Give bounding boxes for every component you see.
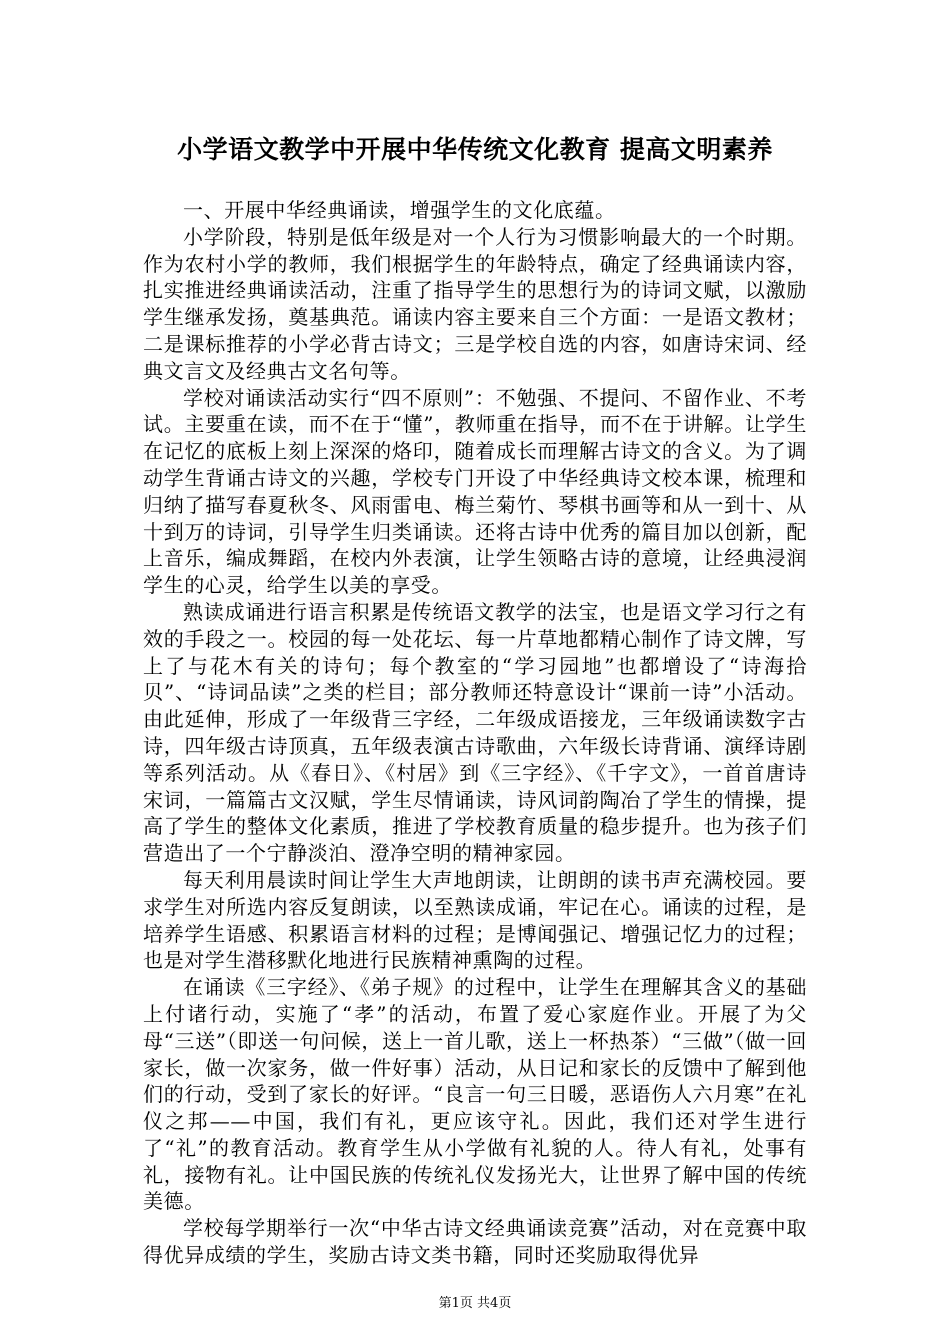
paragraph: 小学阶段，特别是低年级是对一个人行为习惯影响最大的一个时期。作为农村小学的教师，我们根据学生的年龄特点，确定了经典诵读内容，扎实推进经典诵读活动，注重了指导学生的思想行为的诗词文赋，以激励学生继承发扬，奠基典范。诵读内容主要来自三个方面：一是语文教材；二是课标推荐的小学必背古诗文；三是学校自选的内容，如唐诗宋词、经典文言文及经典古文名句等。 bbox=[143, 224, 807, 383]
document-title: 小学语文教学中开展中华传统文化教育 提高文明素养 bbox=[177, 135, 773, 164]
document-body bbox=[143, 197, 807, 1269]
paragraph: 在诵读《三字经》、《弟子规》的过程中，让学生在理解其含义的基础上付诸行动，实施了“孝”的活动，布置了爱心家庭作业。开展了为父母“三送”（即送一句问候，送上一首儿歌，送上一杯热茶）“三做”（做一回家长，做一次家务，做一件好事）活动，从日记和家长的反馈中了解到他们的行动，受到了家长的好评。“良言一句三日暖，恶语伤人六月寒”在礼仪之邦——中国，我们有礼，更应该守礼。因此，我们还对学生进行了“礼”的教育活动。教育学生从小学做有礼貌的人。待人有礼，处事有礼，接物有礼。让中国民族的传统礼仪发扬光大，让世界了解中国的传统美德。 bbox=[143, 975, 807, 1214]
paragraph: 学校对诵读活动实行“四不原则”：不勉强、不提问、不留作业、不考试。主要重在读，而不在于“懂”，教师重在指导，而不在于讲解。让学生在记忆的底板上刻上深深的烙印，随着成长而理解古诗文的含义。为了调动学生背诵古诗文的兴趣，学校专门开设了中华经典诗文校本课，梳理和归纳了描写春夏秋冬、风雨雷电、梅兰菊竹、琴棋书画等和从一到十、从十到万的诗词，引导学生归类诵读。还将古诗中优秀的篇目加以创新，配上音乐，编成舞蹈，在校内外表演，让学生领略古诗的意境，让经典浸润学生的心灵，给学生以美的享受。 bbox=[143, 385, 807, 598]
paragraph: 学校每学期举行一次“中华古诗文经典诵读竞赛”活动，对在竞赛中取得优异成绩的学生，奖励古诗文类书籍，同时还奖励取得优异 bbox=[143, 1216, 807, 1268]
paragraph: 熟读成诵进行语言积累是传统语文教学的法宝，也是语文学习行之有效的手段之一。校园的每一处花坛、每一片草地都精心制作了诗文牌，写上了与花木有关的诗句；每个教室的“学习园地”也都增设了“诗海拾贝”、“诗词品读”之类的栏目；部分教师还特意设计“课前一诗”小活动。由此延伸，形成了一年级背三字经，二年级成语接龙，三年级诵读数字古诗，四年级古诗顶真，五年级表演古诗歌曲，六年级长诗背诵、演绎诗剧等系列活动。从《春日》、《村居》到《三字经》、《千字文》，一首首唐诗宋词，一篇篇古文汉赋，学生尽情诵读，诗风词韵陶冶了学生的情操，提高了学生的整体文化素质，推进了学校教育质量的稳步提升。也为孩子们营造出了一个宁静淡泊、澄净空明的精神家园。 bbox=[143, 599, 807, 866]
paragraph: 每天利用晨读时间让学生大声地朗读，让朗朗的读书声充满校园。要求学生对所选内容反复朗读，以至熟读成诵，牢记在心。诵读的过程，是培养学生语感、积累语言材料的过程；是博闻强记、增强记忆力的过程；也是对学生潜移默化地进行民族精神熏陶的过程。 bbox=[143, 867, 807, 973]
section-heading: 一、开展中华经典诵读，增强学生的文化底蕴。 bbox=[183, 198, 616, 222]
page-number: 第1页 共4页 bbox=[438, 1296, 512, 1311]
